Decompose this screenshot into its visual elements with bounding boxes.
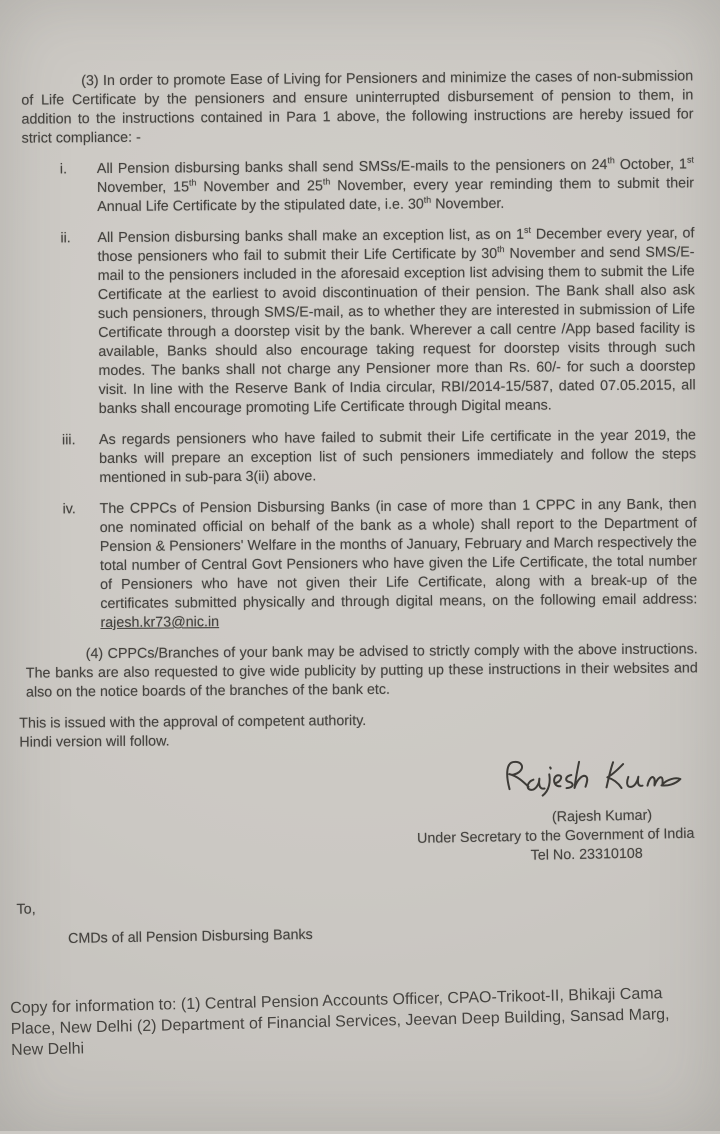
closing-line-2: Hindi version will follow. bbox=[19, 733, 170, 751]
item-i-text: All Pension disbursing banks shall send SMSs/E-mails to the pensioners on 24th October, 1st November, 15th November and 25th November, every year reminding them to submit their Annual Life Certificate by the stipulated date, i.e. 30th November. bbox=[96, 154, 695, 216]
para-4: (4) CPPCs/Branches of your bank may be advised to strictly comply with the above instructions. The banks are also requested to give wide publicity by putting up these instructions in their websites and also on the notice boards of the branches of the bank etc. bbox=[25, 641, 698, 701]
signature-name: (Rajesh Kumar) bbox=[551, 807, 653, 826]
list-item-i bbox=[60, 155, 694, 217]
list-item-iii bbox=[62, 426, 696, 488]
copy-note: Copy for information to: (1) Central Pension Accounts Officer, CPAO-Trikoot-II, Bhikaji Cama Place, New Delhi (2) Department of Financial Services, Jeevan Deep Building, Sansad Marg, New Delhi bbox=[10, 985, 670, 1059]
item-iii-text: As regards pensioners who have failed to submit their Life certificate in the year 2019, the banks will prepare an exception list of such pensioners immediately and follow the steps mentioned in sub-para 3(ii) above. bbox=[98, 427, 697, 487]
item-iii-numeral: iii. bbox=[61, 432, 76, 449]
para-3: (3) In order to promote Ease of Living for Pensioners and minimize the cases of non-submission of Life Certificate by the pensioners and ensure uninterrupted disbursement of pension to them, in addition to the instructions contained in Para 1 above, the following instructions are hereby issued for strict compliance: - bbox=[21, 68, 694, 147]
item-i-numeral: i. bbox=[59, 161, 68, 178]
closing-line-1: This is issued with the approval of competent authority. bbox=[19, 712, 367, 732]
list-item-ii bbox=[60, 224, 695, 419]
signature-tel: Tel No. 23310108 bbox=[530, 845, 643, 864]
signature-designation: Under Secretary to the Government of India bbox=[416, 825, 695, 847]
to-label: To, bbox=[16, 901, 36, 918]
signature-handwriting bbox=[495, 748, 686, 809]
to-block bbox=[16, 889, 720, 950]
addressee: CMDs of all Pension Disbursing Banks bbox=[67, 926, 313, 947]
item-ii-text: All Pension disbursing banks shall make an exception list, as on 1st December every year, of those pensioners who fail to submit their Life Certificate by 30th November and send SMS/E-mail to the pensioners included in the aforesaid exception list advising them to submit the Life Certificate at the earliest to avoid discontinuation of their pension. The Bank shall also ask such pensioners, through SMS/E-mail, as to whether they are interested in submission of Life Certificate through a doorstep visit by the bank. Wherever a call centre /App based facility is available, Banks should also encourage taking request for doorstep visits through such modes. The banks shall not charge any Pensioner more than Rs. 60/- for such a doorstep visit. In line with the Reserve Bank of India circular, RBI/2014-15/587, dated 07.05.2015, all banks shall encourage promoting Life Certificate through Digital means. bbox=[97, 224, 696, 418]
list-item-iv bbox=[62, 495, 697, 633]
signature-block bbox=[1, 748, 695, 876]
item-iv-text: The CPPCs of Pension Disbursing Banks (in case of more than 1 CPPC in any Bank, then one nominated official on behalf of the bank as a whole) shall report to the Department of Pension & Pensioners' Welfare in the months of January, February and March respectively the total number of Central Govt Pensioners who have given the Life Certificate, the total number of Pensioners who have not given their Life Certificate, along with a break-up of the certificates submitted physically and through digital means, on the following email address: rajesh.kr73@nic.in bbox=[99, 496, 698, 632]
item-iv-numeral: iv. bbox=[62, 501, 76, 518]
closing-block bbox=[19, 709, 698, 752]
item-ii-numeral: ii. bbox=[60, 230, 71, 247]
